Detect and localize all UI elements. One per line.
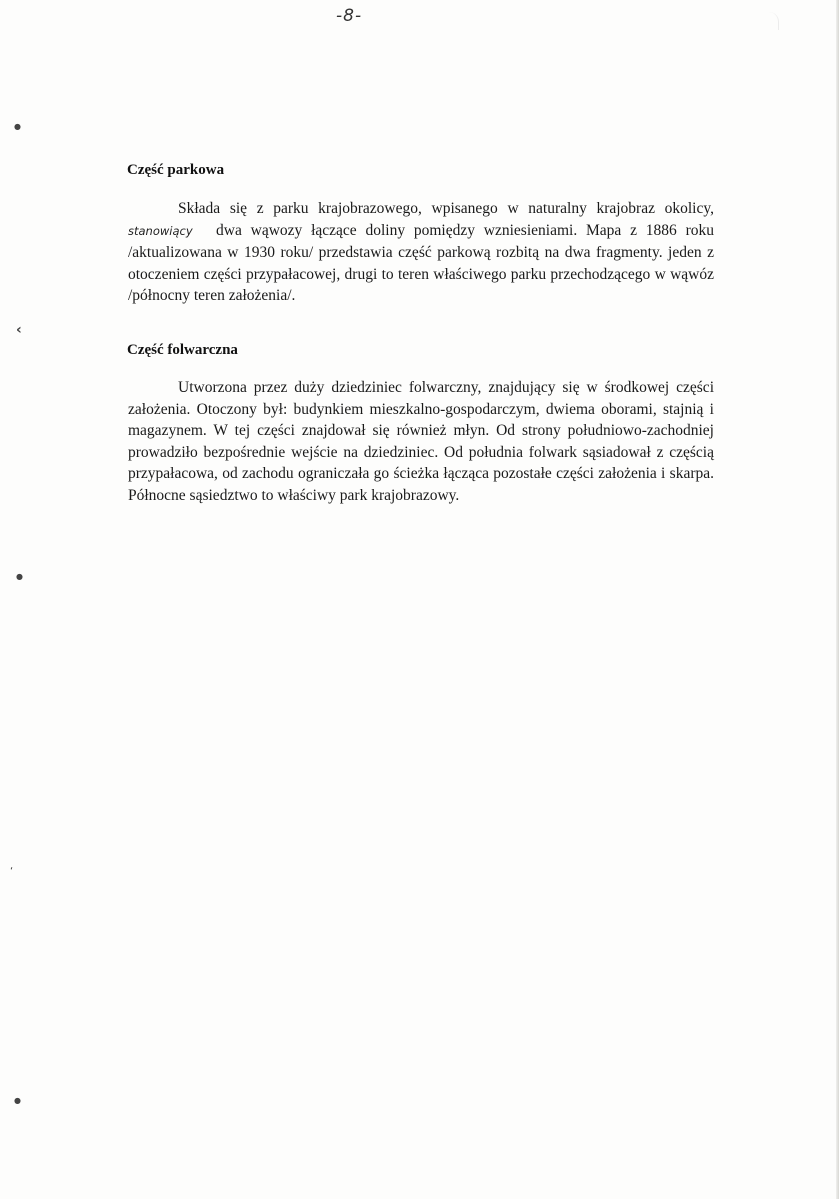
- paragraph-text-rest: dwa wąwozy łączące doliny pomiędzy wzniesieniami. Mapa z 1886 roku /aktualizowana w 1930 roku/ przedstawia część parkową rozbitą na dwa fragmenty. jeden z otoczeniem części przypałacowej, drugi to teren właściwego parku przechodzącego w wąwóz /północny teren założenia/.: [128, 221, 714, 304]
- section-heading-parkowa: Część parkowa: [127, 162, 225, 178]
- scan-mark: ●: [16, 572, 23, 581]
- scan-mark: ‘: [10, 866, 14, 877]
- scan-mark: ●: [14, 122, 21, 131]
- page-number: -8-: [336, 6, 363, 26]
- scan-mark: ●: [14, 1096, 21, 1105]
- section-paragraph-folwarczna: [128, 377, 714, 506]
- scan-artifact: [758, 12, 779, 30]
- handwritten-insert: stanowiący: [128, 223, 193, 238]
- paragraph-text: Utworzona przez duży dziedziniec folwarczny, znajdujący się w środkowej części założenia. Otoczony był: budynkiem mieszkalno-gospodarczym, dwiema oborami, stajnią i magazynem. W tej części znajdował się również młyn. Od strony południowo-zachodniej prowadziło bezpośrednie wejście na dziedziniec. Od południa folwark sąsiadował z częścią przypałacowa, od zachodu ograniczała go ścieżka łącząca pozostałe części założenia i skarpa. Północne sąsiedztwo to właściwy park krajobrazowy.: [128, 379, 714, 504]
- section-paragraph-parkowa: [128, 198, 714, 307]
- scan-mark: ‹: [16, 322, 22, 338]
- section-heading-folwarczna: Część folwarczna: [127, 342, 238, 358]
- paragraph-text-lead: Składa się z parku krajobrazowego, wpisanego w naturalny krajobraz okolicy,: [178, 200, 714, 217]
